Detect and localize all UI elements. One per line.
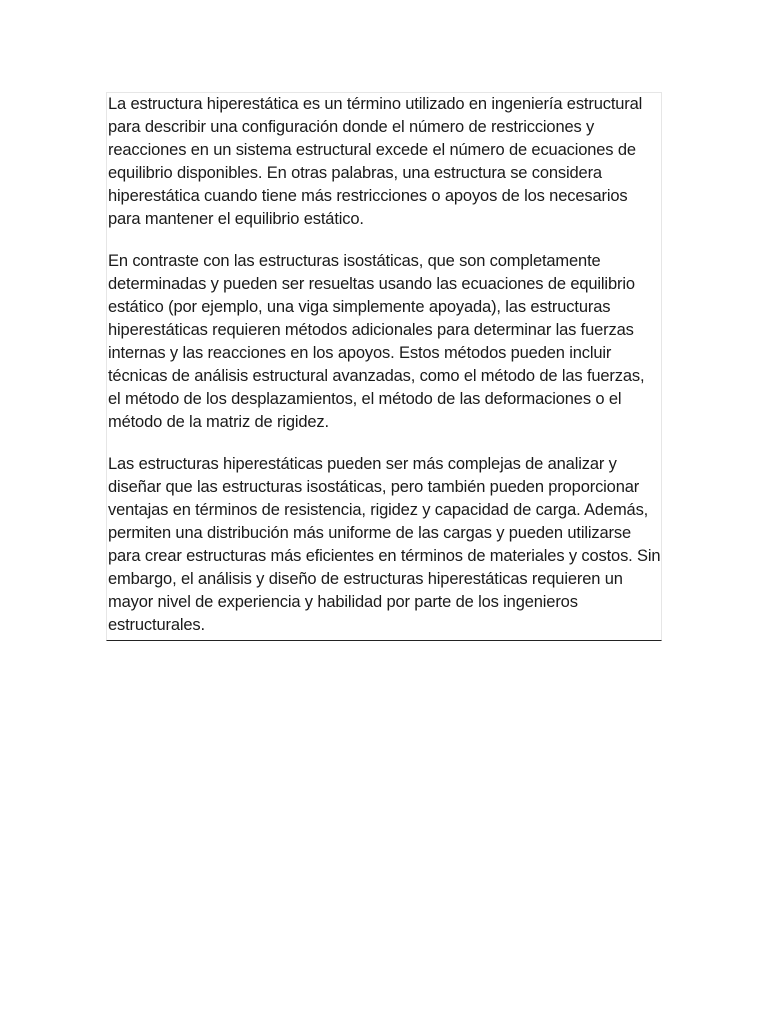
paragraph-2: En contraste con las estructuras isostáticas, que son completamente determinadas y pueden ser resueltas usando las ecuaciones de equilibrio estático (por ejemplo, una viga simplemente apoyada), las estructuras hiperestáticas requieren métodos adicionales para determinar las fuerzas internas y las reacciones en los apoyos. Estos métodos pueden incluir técnicas de análisis estructural avanzadas, como el método de las fuerzas, el método de los desplazamientos, el método de las deformaciones o el método de la matriz de rigidez. <box>108 252 645 431</box>
paragraph-3: Las estructuras hiperestáticas pueden ser más complejas de analizar y diseñar que las estructuras isostáticas, pero también pueden proporcionar ventajas en términos de resistencia, rigidez y capacidad de carga. Además, permiten una distribución más uniforme de las cargas y pueden utilizarse para crear estructuras más eficientes en términos de materiales y costos. Sin embargo, el análisis y diseño de estructuras hiperestáticas requieren un mayor nivel de experiencia y habilidad por parte de los ingenieros estructurales. <box>108 455 661 634</box>
document-text-box <box>106 92 662 641</box>
paragraph-1: La estructura hiperestática es un término utilizado en ingeniería estructural para describir una configuración donde el número de restricciones y reacciones en un sistema estructural excede el número de ecuaciones de equilibrio disponibles. En otras palabras, una estructura se considera hiperestática cuando tiene más restricciones o apoyos de los necesarios para mantener el equilibrio estático. <box>108 95 643 228</box>
